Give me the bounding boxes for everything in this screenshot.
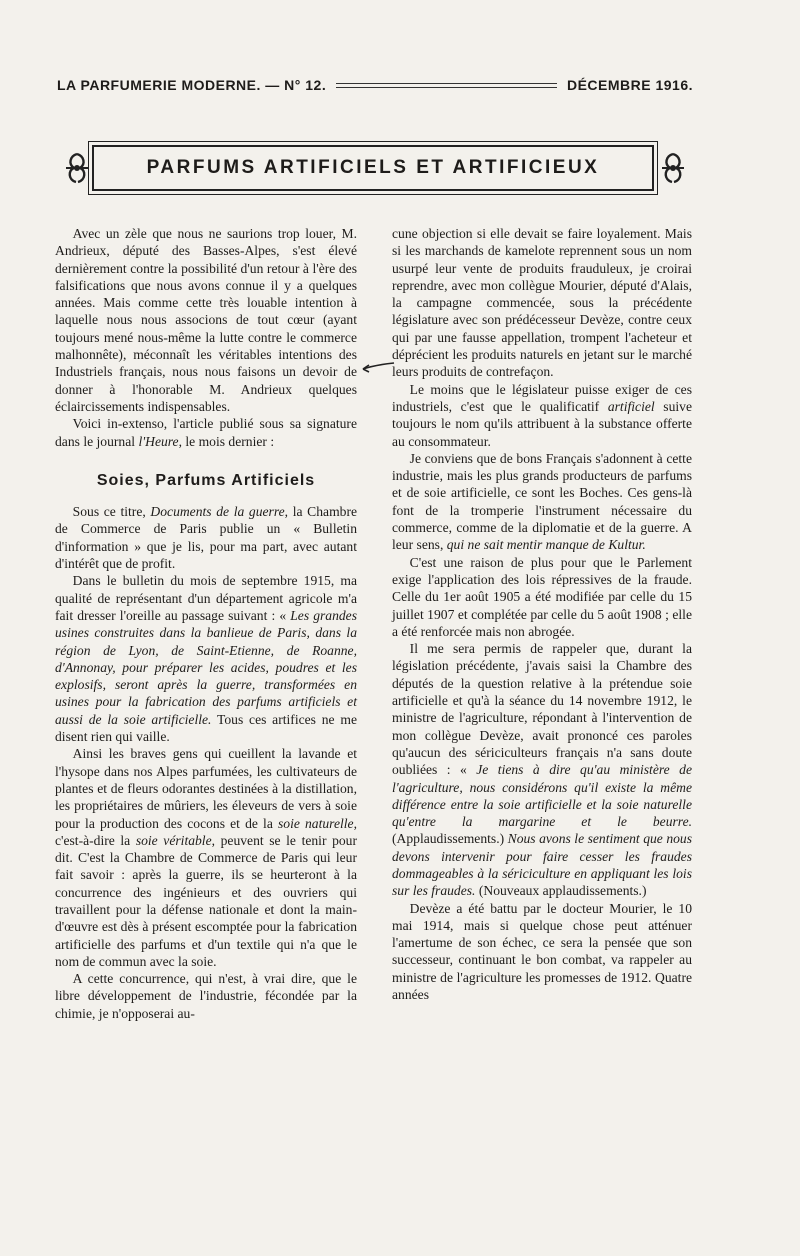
running-header <box>57 74 693 96</box>
paragraph: Sous ce titre, Documents de la guerre, la Chambre de Commerce de Paris publie un « Bulletin d'information » que je lis, pour ma part, avec autant d'intérêt que de profit. <box>55 504 358 572</box>
right-column <box>392 225 692 1003</box>
pointer-arrow-icon <box>360 360 396 374</box>
paragraph: Devèze a été battu par le docteur Mourier, le 10 mai 1914, mais si quelque chose peut atténuer l'amertume de son échec, ce sera la pensée que son successeur, continuant le bon combat, va rappeler au ministre de l'agriculture les promesses de 1912. Quatre années <box>392 900 692 1003</box>
issue-date: DÉCEMBRE 1916. <box>566 77 693 93</box>
paragraph: cune objection si elle devait se faire loyalement. Mais si les marchands de kamelote reprennent sous un nom usurpé leur vente de produits frauduleux, je croirai reprendre, avec mon collègue Mourier, député d'Alais, la campagne commencée, sous la précédente législature avec son prédécesseur Devèze, contre ceux qui par une fausse appellation, trompent l'acheteur et déprécient les produits naturels en jetant sur le marché leurs produits de contrefaçon. <box>392 226 692 380</box>
header-dash: — <box>265 77 280 93</box>
paragraph: Voici in-extenso, l'article publié sous sa signature dans le journal l'Heure, le mois dernier : <box>55 416 357 449</box>
flower-ornament-icon <box>62 150 92 186</box>
paragraph: Il me sera permis de rappeler que, durant la législation précédente, j'avais saisi la Chambre des députés de la question relative à la prétendue soie artificielle et qu'à la séance du 14 novembre 1912, le ministre de l'agriculture, répondant à l'intervention de mon collègue Devèze, avait prononcé ces paroles qu'aucun des sériciculteurs français n'a sans doute oubliées : « Je tiens à dire qu'au ministère de l'agriculture, nous considérons qu'il existe la même différence entre la soie artificielle et la soie naturelle qu'entre la margarine et le beurre. (Applaudissements.) Nous avons le sentiment que nous devons intervenir pour faire cesser les fraudes dommageables à la sériciculture en appliquant les lois sur les fraudes. (Nouveaux applaudissements.) <box>392 641 693 899</box>
left-column <box>55 225 357 1022</box>
article-title: PARFUMS ARTIFICIELS ET ARTIFICIEUX <box>146 157 600 178</box>
title-frame <box>92 145 654 191</box>
flower-ornament-icon <box>658 150 688 186</box>
paragraph: Ainsi les braves gens qui cueillent la lavande et l'hysope dans nos Alpes parfumées, les cultivateurs de plantes et de fleurs odorantes destinées à la distillation, les propriétaires de mûriers, les éleveurs de vers à soie pour la production des cocons et de la soie naturelle, c'est-à-dire la soie véritable, peuvent se le tenir pour dit. C'est la Chambre de Commerce de Paris qui leur fait savoir : après la guerre, ils se heurteront à la concurrence des ingénieurs et des ouvriers qui travaillent pour la défense nationale et dont la main-d'œuvre est dès à présent escomptée pour la fabrication artificielle des parfums et d'un textile qui n'a que le nom de commun avec la soie. <box>55 746 357 969</box>
paragraph: A cette concurrence, qui n'est, à vrai dire, que le libre développement de l'industrie, fécondée par la chimie, je n'opposerai au- <box>55 971 357 1021</box>
issue-number: N° 12. <box>284 77 327 93</box>
paragraph: Le moins que le législateur puisse exiger de ces industriels, c'est que le qualificatif artificiel suive toujours le nom qu'ils attribuent à la substance offerte au consommateur. <box>392 381 692 449</box>
header-rule <box>336 83 557 88</box>
paragraph: Dans le bulletin du mois de septembre 1915, ma qualité de représentant d'un département agricole m'a fait dresser l'oreille au passage suivant : « Les grandes usines construites dans la banlieue de Paris, dans la région de Lyon, de Saint-Etienne, de Roanne, d'Annonay, pour préparer les acides, poudres et les explosifs, seront après la guerre, transformées en usines pour la fabrication des parfums artificiels et aussi de la soie artificielle. Tous ces artifices ne me disent rien qui vaille. <box>55 573 357 745</box>
paragraph: C'est une raison de plus pour que le Parlement exige l'application des lois répressives de la fraude. Celle du 1er août 1905 a été modifiée par celle du 15 juillet 1907 et complétée par celle du 5 août 1908 ; elle a été renforcée mais non abrogée. <box>392 554 692 639</box>
journal-name: LA PARFUMERIE MODERNE. <box>57 77 261 93</box>
section-subtitle: Soies, Parfums Artificiels <box>96 471 316 489</box>
paragraph: Je conviens que de bons Français s'adonnent à cette industrie, mais les plus grands producteurs de parfums et de soie artificielle, ce sont les Boches. Ces gens-là font de la tromperie l'instrument nécessaire du commerce, comme de la diplomatie et de la guerre. A leur sens, qui ne sait mentir manque de Kultur. <box>392 450 692 553</box>
paragraph: Avec un zèle que nous ne saurions trop louer, M. Andrieux, député des Basses-Alpes, s'est élevé dernièrement contre la possibilité d'un retour à l'ère des falsifications que nous avons connue il y a quelques années. Mais comme cette très louable intention à laquelle nous nous associons de tout cœur (ayant toujours mené nous-même la lutte contre le commerce malhonnête), méconnaît les véritables intentions des Industriels français, nous nous faisons un devoir de donner à l'honorable M. Andrieux quelques éclaircissements indispensables. <box>55 226 357 414</box>
